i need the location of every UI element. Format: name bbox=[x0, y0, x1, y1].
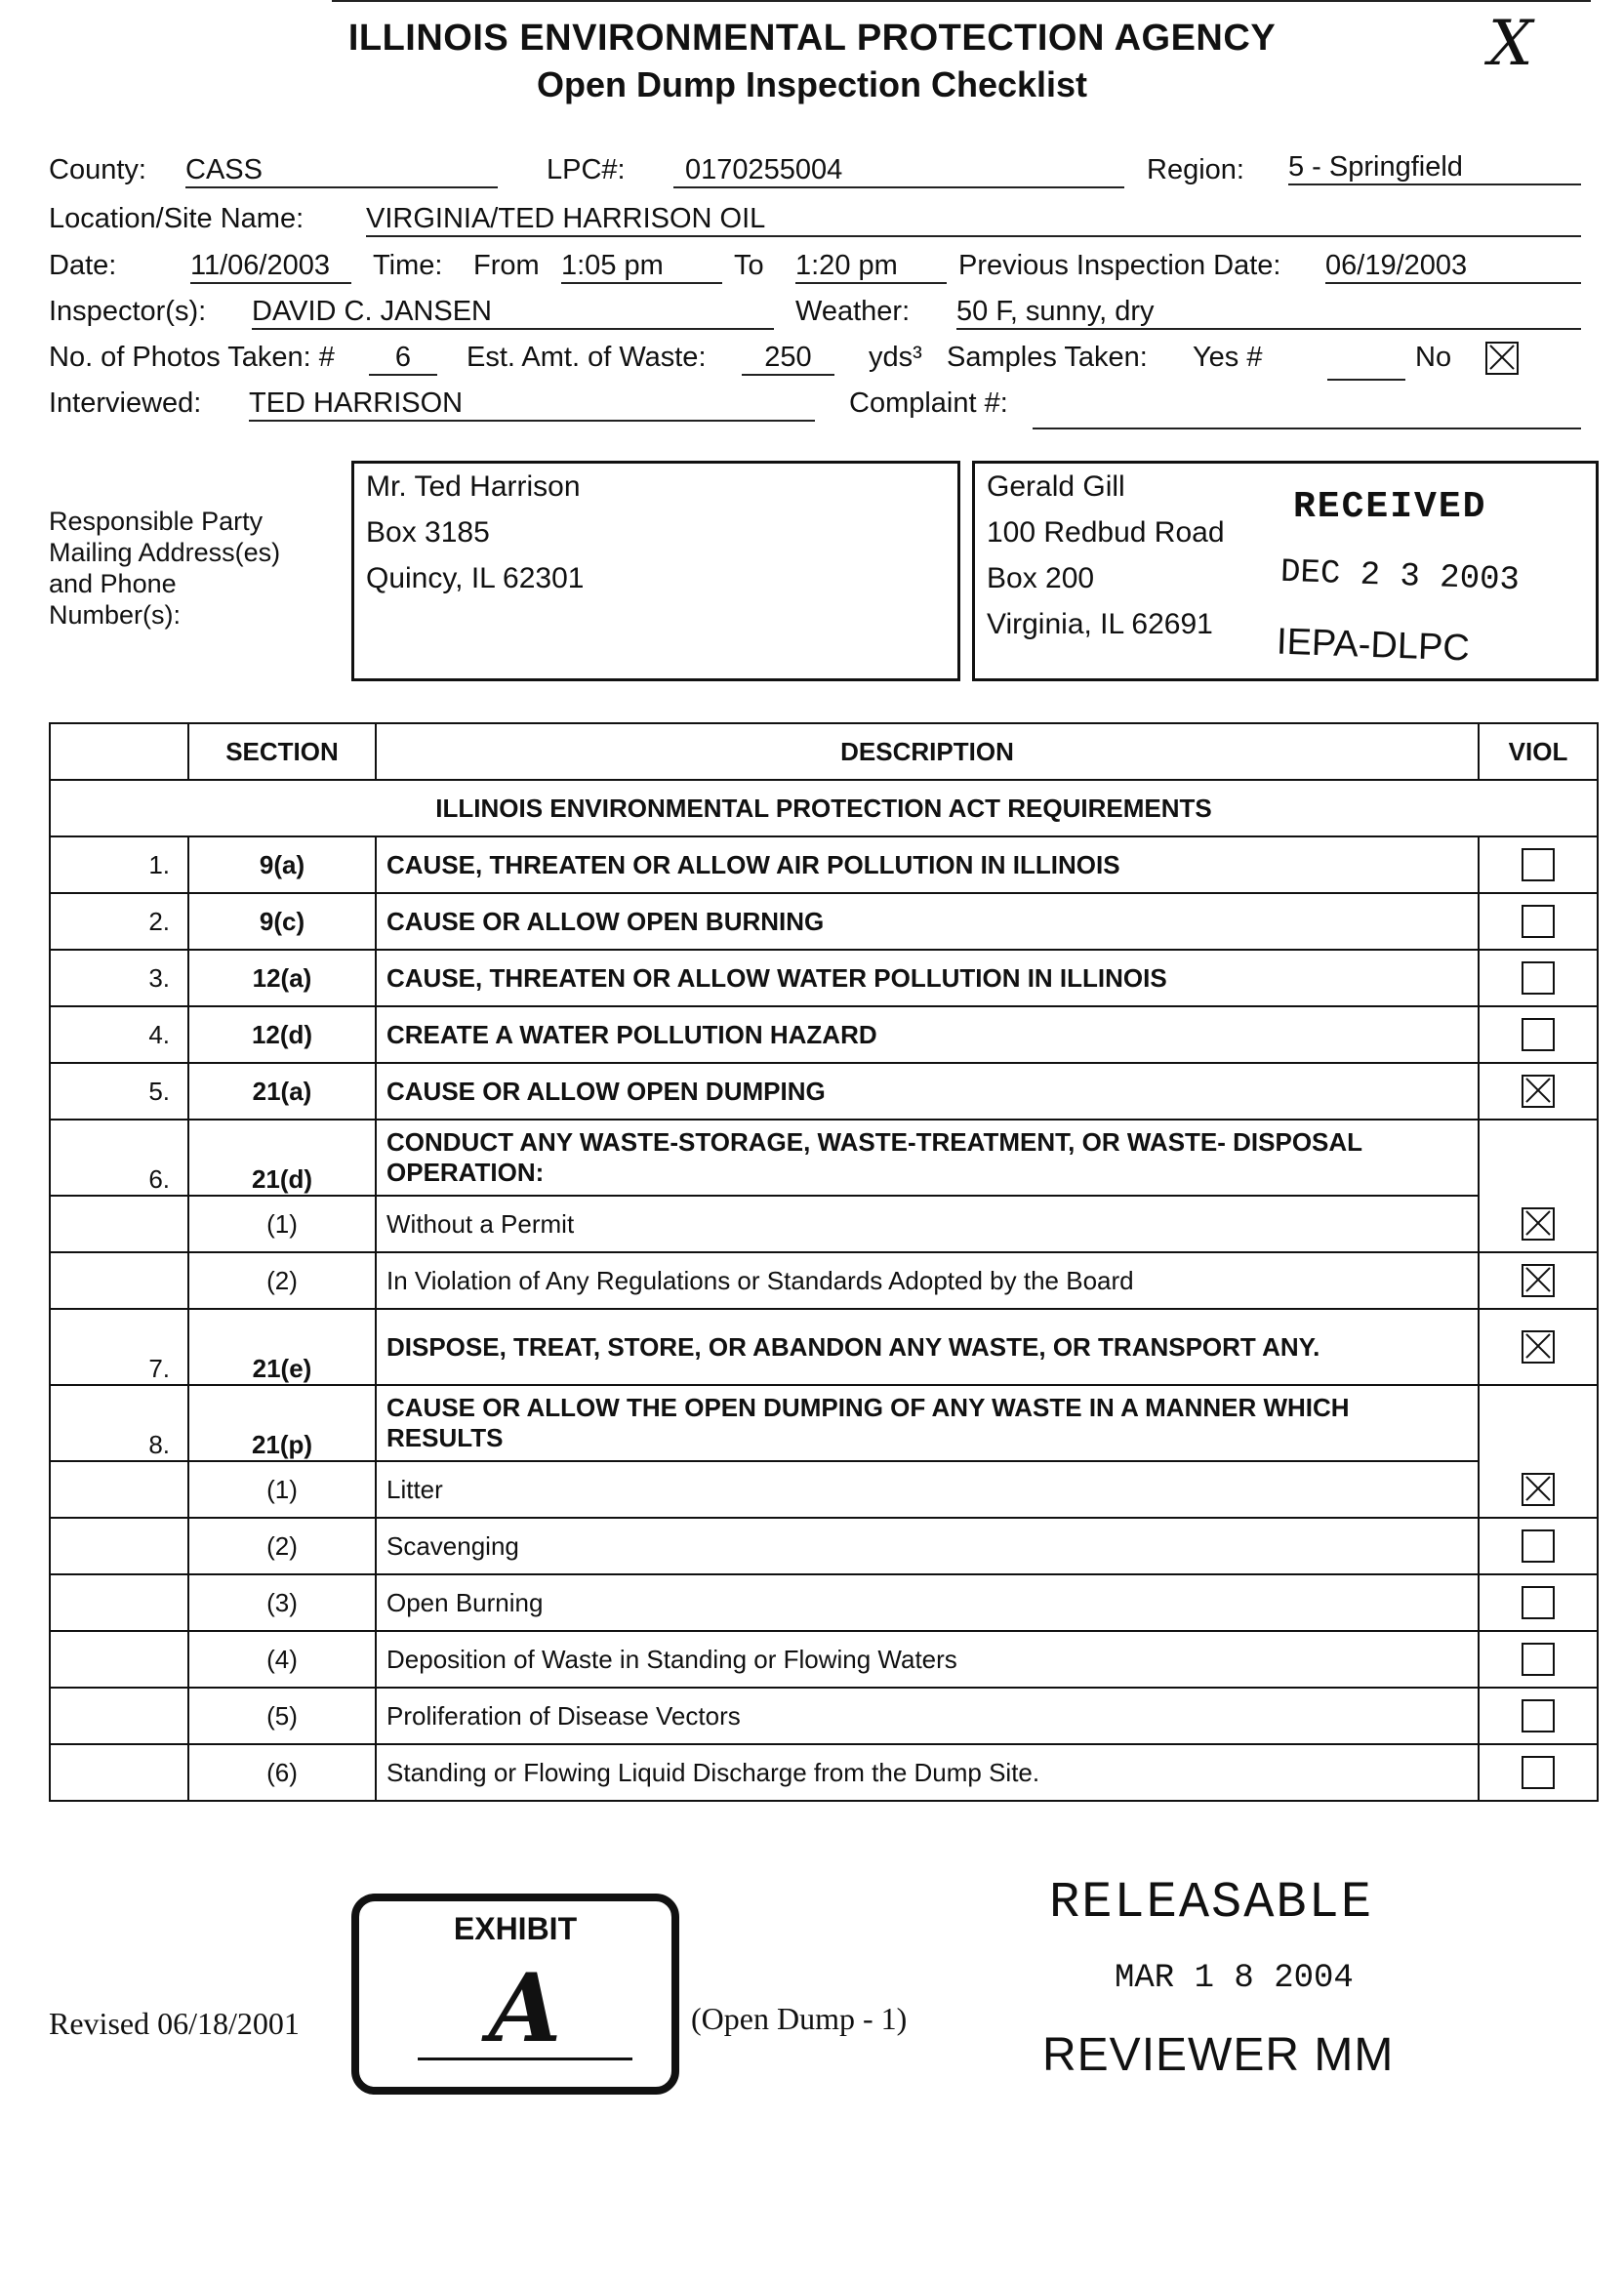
photos-label: No. of Photos Taken: # bbox=[49, 342, 335, 373]
region-label: Region: bbox=[1147, 154, 1244, 185]
table-row bbox=[50, 836, 1598, 893]
row-number: 7. bbox=[50, 1309, 188, 1385]
samples-no-checkbox[interactable] bbox=[1485, 342, 1519, 375]
description-header: DESCRIPTION bbox=[376, 723, 1479, 780]
form-id: (Open Dump - 1) bbox=[691, 2001, 908, 2036]
row-section: 21(p) bbox=[188, 1385, 376, 1461]
photos-value: 6 bbox=[369, 342, 437, 376]
table-banner-row bbox=[50, 780, 1598, 836]
row-number bbox=[50, 1196, 188, 1252]
table-row bbox=[50, 1518, 1598, 1574]
row-viol bbox=[1479, 1196, 1598, 1252]
exhibit-sticker bbox=[351, 1894, 679, 2095]
row-number bbox=[50, 1252, 188, 1309]
row-section: (2) bbox=[188, 1252, 376, 1309]
section-header: SECTION bbox=[188, 723, 376, 780]
interviewed-label: Interviewed: bbox=[49, 387, 202, 419]
table-row bbox=[50, 1461, 1598, 1518]
inspector-label: Inspector(s): bbox=[49, 296, 207, 327]
responsible-party-1: Mr. Ted Harrison Box 3185 Quincy, IL 62301 bbox=[351, 461, 960, 681]
received-stamp-office: IEPA-DLPC bbox=[1276, 621, 1471, 670]
site-label: Location/Site Name: bbox=[49, 203, 304, 234]
row-description: Without a Permit bbox=[376, 1196, 1479, 1252]
date-label: Date: bbox=[49, 250, 117, 281]
row-viol bbox=[1479, 1461, 1598, 1518]
row-description: Proliferation of Disease Vectors bbox=[376, 1688, 1479, 1744]
row-number: 2. bbox=[50, 893, 188, 950]
row-description: CAUSE OR ALLOW THE OPEN DUMPING OF ANY WASTE IN A MANNER WHICH RESULTS bbox=[376, 1385, 1479, 1461]
inspector-value: DAVID C. JANSEN bbox=[252, 296, 774, 330]
row-viol bbox=[1479, 1631, 1598, 1688]
responsible-party-2: Gerald Gill 100 Redbud Road Box 200 Virginia, IL 62691 bbox=[972, 461, 1599, 681]
row-section: (1) bbox=[188, 1196, 376, 1252]
table-row bbox=[50, 1006, 1598, 1063]
row-section: (4) bbox=[188, 1631, 376, 1688]
waste-unit: yds³ bbox=[869, 342, 922, 373]
row-description: CAUSE OR ALLOW OPEN DUMPING bbox=[376, 1063, 1479, 1120]
requirements-table bbox=[49, 722, 1599, 1802]
row-description: Deposition of Waste in Standing or Flowing Waters bbox=[376, 1631, 1479, 1688]
exhibit-label: EXHIBIT bbox=[453, 1911, 578, 1946]
viol-checkbox[interactable] bbox=[1522, 1264, 1555, 1297]
viol-checkbox[interactable] bbox=[1522, 905, 1555, 938]
row-number bbox=[50, 1744, 188, 1801]
row-description: Litter bbox=[376, 1461, 1479, 1518]
reviewer-stamp: REVIEWER MM bbox=[1042, 2029, 1395, 2081]
row-description: CAUSE OR ALLOW OPEN BURNING bbox=[376, 893, 1479, 950]
row-number bbox=[50, 1688, 188, 1744]
row-number bbox=[50, 1574, 188, 1631]
row-viol bbox=[1479, 1385, 1598, 1461]
row-description: CONDUCT ANY WASTE-STORAGE, WASTE-TREATMENT, OR WASTE- DISPOSAL OPERATION: bbox=[376, 1120, 1479, 1196]
table-row bbox=[50, 1688, 1598, 1744]
table-row bbox=[50, 1063, 1598, 1120]
row-section: (6) bbox=[188, 1744, 376, 1801]
row-section: (1) bbox=[188, 1461, 376, 1518]
viol-checkbox[interactable] bbox=[1522, 1586, 1555, 1619]
samples-no-label: No bbox=[1415, 342, 1452, 373]
row-description: CAUSE, THREATEN OR ALLOW WATER POLLUTION IN ILLINOIS bbox=[376, 950, 1479, 1006]
act-requirements-banner: ILLINOIS ENVIRONMENTAL PROTECTION ACT REQUIREMENTS bbox=[50, 780, 1598, 836]
responsible-label: Responsible Party Mailing Address(es) and Phone Number(s): bbox=[49, 507, 281, 630]
row-section: (3) bbox=[188, 1574, 376, 1631]
time-label: Time: bbox=[373, 250, 443, 281]
top-rule bbox=[332, 0, 1591, 2]
row-viol bbox=[1479, 1518, 1598, 1574]
table-row bbox=[50, 1120, 1598, 1196]
viol-checkbox[interactable] bbox=[1522, 1330, 1555, 1364]
waste-label: Est. Amt. of Waste: bbox=[467, 342, 707, 373]
samples-yes-label: Yes # bbox=[1193, 342, 1263, 373]
row-number: 1. bbox=[50, 836, 188, 893]
exhibit-letter: A bbox=[418, 1960, 632, 2060]
viol-checkbox[interactable] bbox=[1522, 1643, 1555, 1676]
form-title: Open Dump Inspection Checklist bbox=[536, 64, 1088, 104]
row-section: 9(a) bbox=[188, 836, 376, 893]
releasable-stamp: RELEASABLE bbox=[1049, 1874, 1374, 1932]
row-number: 8. bbox=[50, 1385, 188, 1461]
county-value: CASS bbox=[185, 154, 498, 188]
viol-checkbox[interactable] bbox=[1522, 1699, 1555, 1732]
region-value: 5 - Springfield bbox=[1288, 151, 1581, 185]
release-date: MAR 1 8 2004 bbox=[1115, 1960, 1354, 1997]
row-section: (2) bbox=[188, 1518, 376, 1574]
row-description: DISPOSE, TREAT, STORE, OR ABANDON ANY WASTE, OR TRANSPORT ANY. bbox=[376, 1309, 1479, 1385]
row-viol bbox=[1479, 1309, 1598, 1385]
weather-label: Weather: bbox=[795, 296, 911, 327]
viol-header: VIOL bbox=[1479, 723, 1598, 780]
row-section: (5) bbox=[188, 1688, 376, 1744]
viol-checkbox[interactable] bbox=[1522, 1756, 1555, 1789]
row-description: CREATE A WATER POLLUTION HAZARD bbox=[376, 1006, 1479, 1063]
viol-checkbox[interactable] bbox=[1522, 1207, 1555, 1241]
row-viol bbox=[1479, 1006, 1598, 1063]
row-section: 12(a) bbox=[188, 950, 376, 1006]
time-from-value: 1:05 pm bbox=[561, 250, 722, 284]
site-value: VIRGINIA/TED HARRISON OIL bbox=[366, 203, 1581, 237]
date-value: 11/06/2003 bbox=[190, 250, 351, 284]
waste-value: 250 bbox=[742, 342, 834, 376]
row-description: Scavenging bbox=[376, 1518, 1479, 1574]
viol-checkbox[interactable] bbox=[1522, 961, 1555, 995]
table-row bbox=[50, 1631, 1598, 1688]
row-viol bbox=[1479, 1574, 1598, 1631]
table-row bbox=[50, 893, 1598, 950]
samples-label: Samples Taken: bbox=[947, 342, 1148, 373]
samples-yes-line bbox=[1327, 379, 1405, 381]
row-viol bbox=[1479, 1688, 1598, 1744]
prev-date-value: 06/19/2003 bbox=[1325, 250, 1581, 284]
row-viol bbox=[1479, 893, 1598, 950]
revised-date: Revised 06/18/2001 bbox=[49, 2006, 300, 2041]
row-number: 4. bbox=[50, 1006, 188, 1063]
table-row bbox=[50, 1252, 1598, 1309]
table-row bbox=[50, 1385, 1598, 1461]
county-label: County: bbox=[49, 154, 146, 185]
row-number: 5. bbox=[50, 1063, 188, 1120]
row-number bbox=[50, 1518, 188, 1574]
table-row bbox=[50, 1574, 1598, 1631]
time-from-label: From bbox=[473, 250, 540, 281]
viol-checkbox[interactable] bbox=[1522, 1075, 1555, 1108]
table-row bbox=[50, 1196, 1598, 1252]
row-viol bbox=[1479, 1120, 1598, 1196]
weather-value: 50 F, sunny, dry bbox=[956, 296, 1581, 330]
row-section: 9(c) bbox=[188, 893, 376, 950]
row-section: 21(e) bbox=[188, 1309, 376, 1385]
row-description: Standing or Flowing Liquid Discharge from the Dump Site. bbox=[376, 1744, 1479, 1801]
table-row bbox=[50, 1744, 1598, 1801]
agency-title: ILLINOIS ENVIRONMENTAL PROTECTION AGENCY bbox=[347, 18, 1277, 59]
row-number: 3. bbox=[50, 950, 188, 1006]
table-row bbox=[50, 1309, 1598, 1385]
row-number bbox=[50, 1461, 188, 1518]
row-viol bbox=[1479, 836, 1598, 893]
row-section: 21(d) bbox=[188, 1120, 376, 1196]
viol-checkbox[interactable] bbox=[1522, 1018, 1555, 1051]
lpc-value: 0170255004 bbox=[673, 154, 1124, 188]
interviewed-value: TED HARRISON bbox=[249, 387, 815, 422]
row-section: 21(a) bbox=[188, 1063, 376, 1120]
row-number bbox=[50, 1631, 188, 1688]
row-viol bbox=[1479, 1744, 1598, 1801]
table-header-row bbox=[50, 723, 1598, 780]
row-section: 12(d) bbox=[188, 1006, 376, 1063]
corner-mark: X bbox=[1488, 8, 1533, 80]
time-to-value: 1:20 pm bbox=[795, 250, 947, 284]
viol-checkbox[interactable] bbox=[1522, 1473, 1555, 1506]
time-to-label: To bbox=[734, 250, 764, 281]
row-viol bbox=[1479, 1063, 1598, 1120]
row-viol bbox=[1479, 950, 1598, 1006]
row-description: Open Burning bbox=[376, 1574, 1479, 1631]
viol-checkbox[interactable] bbox=[1522, 1529, 1555, 1563]
lpc-label: LPC#: bbox=[547, 154, 626, 185]
row-number: 6. bbox=[50, 1120, 188, 1196]
received-stamp-word: RECEIVED bbox=[1293, 486, 1487, 528]
row-description: In Violation of Any Regulations or Standards Adopted by the Board bbox=[376, 1252, 1479, 1309]
viol-checkbox[interactable] bbox=[1522, 848, 1555, 881]
row-viol bbox=[1479, 1252, 1598, 1309]
complaint-label: Complaint #: bbox=[849, 387, 1008, 419]
row-description: CAUSE, THREATEN OR ALLOW AIR POLLUTION IN ILLINOIS bbox=[376, 836, 1479, 893]
complaint-line bbox=[1033, 428, 1581, 429]
received-stamp-date: DEC 2 3 2003 bbox=[1279, 553, 1521, 600]
prev-date-label: Previous Inspection Date: bbox=[958, 250, 1281, 281]
table-row bbox=[50, 950, 1598, 1006]
